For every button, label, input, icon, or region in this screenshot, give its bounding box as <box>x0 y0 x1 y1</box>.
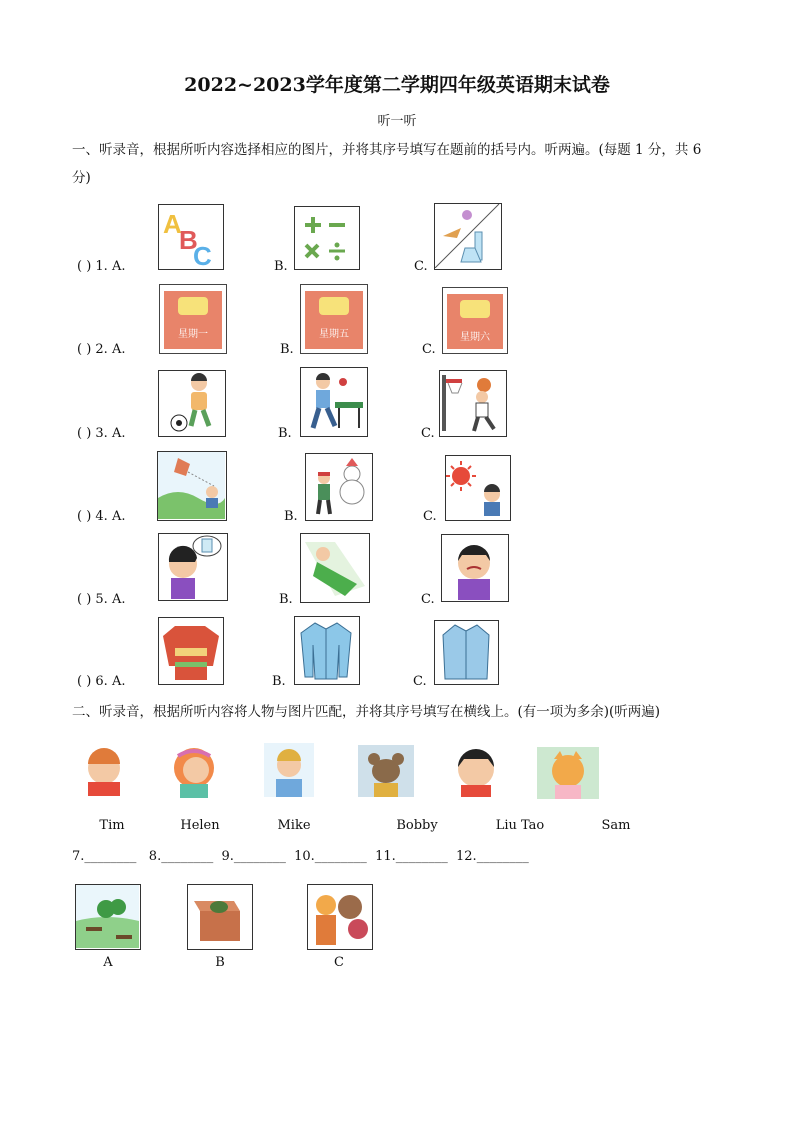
q5-label: ( ) 5. A. <box>77 592 126 607</box>
q3-b-label: B. <box>278 426 292 441</box>
basketball-image <box>439 370 507 437</box>
calendar-text: 星期一 <box>178 329 208 340</box>
name-sam: Sam <box>601 818 631 833</box>
q6-b-label: B. <box>272 674 286 689</box>
sam-portrait <box>537 747 599 799</box>
q2-b-label: B. <box>280 342 294 357</box>
liu-tao-portrait <box>449 745 503 797</box>
q6-label: ( ) 6. A. <box>77 674 126 689</box>
helen-portrait <box>166 742 222 798</box>
q1-b-label: B. <box>274 259 288 274</box>
picture-a-park <box>75 884 141 950</box>
q3-label: ( ) 3. A. <box>77 426 126 441</box>
name-bobby: Bobby <box>396 818 438 833</box>
q5-b-label: B. <box>279 592 293 607</box>
section2-instruction: 二、听录音，根据所听内容将人物与图片匹配，并将其序号填写在横线上。(有一项为多余)(听两遍) <box>72 704 661 720</box>
page-subtitle: 听一听 <box>377 114 417 129</box>
q4-label: ( ) 4. A. <box>77 509 126 524</box>
svg-text:A: A <box>163 209 182 239</box>
football-image <box>158 370 226 437</box>
coat-image <box>434 620 499 685</box>
calendar-friday-image <box>300 284 368 354</box>
calendar-text: 星期六 <box>460 332 490 343</box>
picture-c-characters <box>307 884 373 950</box>
q3-c-label: C. <box>421 426 435 441</box>
q5-c-label: C. <box>421 592 435 607</box>
q2-label: ( ) 2. A. <box>77 342 126 357</box>
picture-b-box <box>187 884 253 950</box>
answer-blanks[interactable]: 7.________ 8.________ 9.________ 10.________ 11.________ 12.________ <box>72 849 529 864</box>
q6-c-label: C. <box>413 674 427 689</box>
sick-in-bed-image <box>300 533 370 603</box>
shirt-image <box>294 616 360 685</box>
sweater-image <box>158 617 224 685</box>
hot-sun-image <box>445 455 511 521</box>
name-mike: Mike <box>277 818 311 833</box>
svg-text:C: C <box>193 241 212 268</box>
q1-label: ( ) 1. A. <box>77 259 126 274</box>
science-image <box>434 203 502 270</box>
ping-pong-image <box>300 367 368 437</box>
caption-b: B <box>215 955 225 970</box>
mike-portrait <box>264 743 314 797</box>
section1-instruction: 一、听录音，根据所听内容选择相应的图片，并将其序号填写在题前的括号内。听两遍。(每题 1 分，共 6 分) <box>72 142 702 186</box>
abc-letters-image <box>158 204 224 270</box>
name-tim: Tim <box>99 818 125 833</box>
name-helen: Helen <box>180 818 220 833</box>
snowman-image <box>305 453 373 521</box>
thirsty-boy-image <box>158 533 228 601</box>
q2-c-label: C. <box>422 342 436 357</box>
svg-text:B: B <box>179 225 198 255</box>
crying-boy-image <box>441 534 509 602</box>
calendar-monday-image <box>159 284 227 354</box>
math-symbols-image <box>294 206 360 270</box>
caption-c: C <box>334 955 344 970</box>
name-liu-tao: Liu Tao <box>495 818 545 833</box>
q4-b-label: B. <box>284 509 298 524</box>
tim-portrait <box>78 744 130 796</box>
kite-flying-image <box>157 451 227 521</box>
q1-c-label: C. <box>414 259 428 274</box>
page-title: 2022~2023学年度第二学期四年级英语期末试卷 <box>184 74 610 96</box>
bobby-portrait <box>358 745 414 797</box>
caption-a: A <box>103 955 113 970</box>
calendar-saturday-image <box>442 287 508 354</box>
calendar-text: 星期五 <box>319 329 349 340</box>
q4-c-label: C. <box>423 509 437 524</box>
